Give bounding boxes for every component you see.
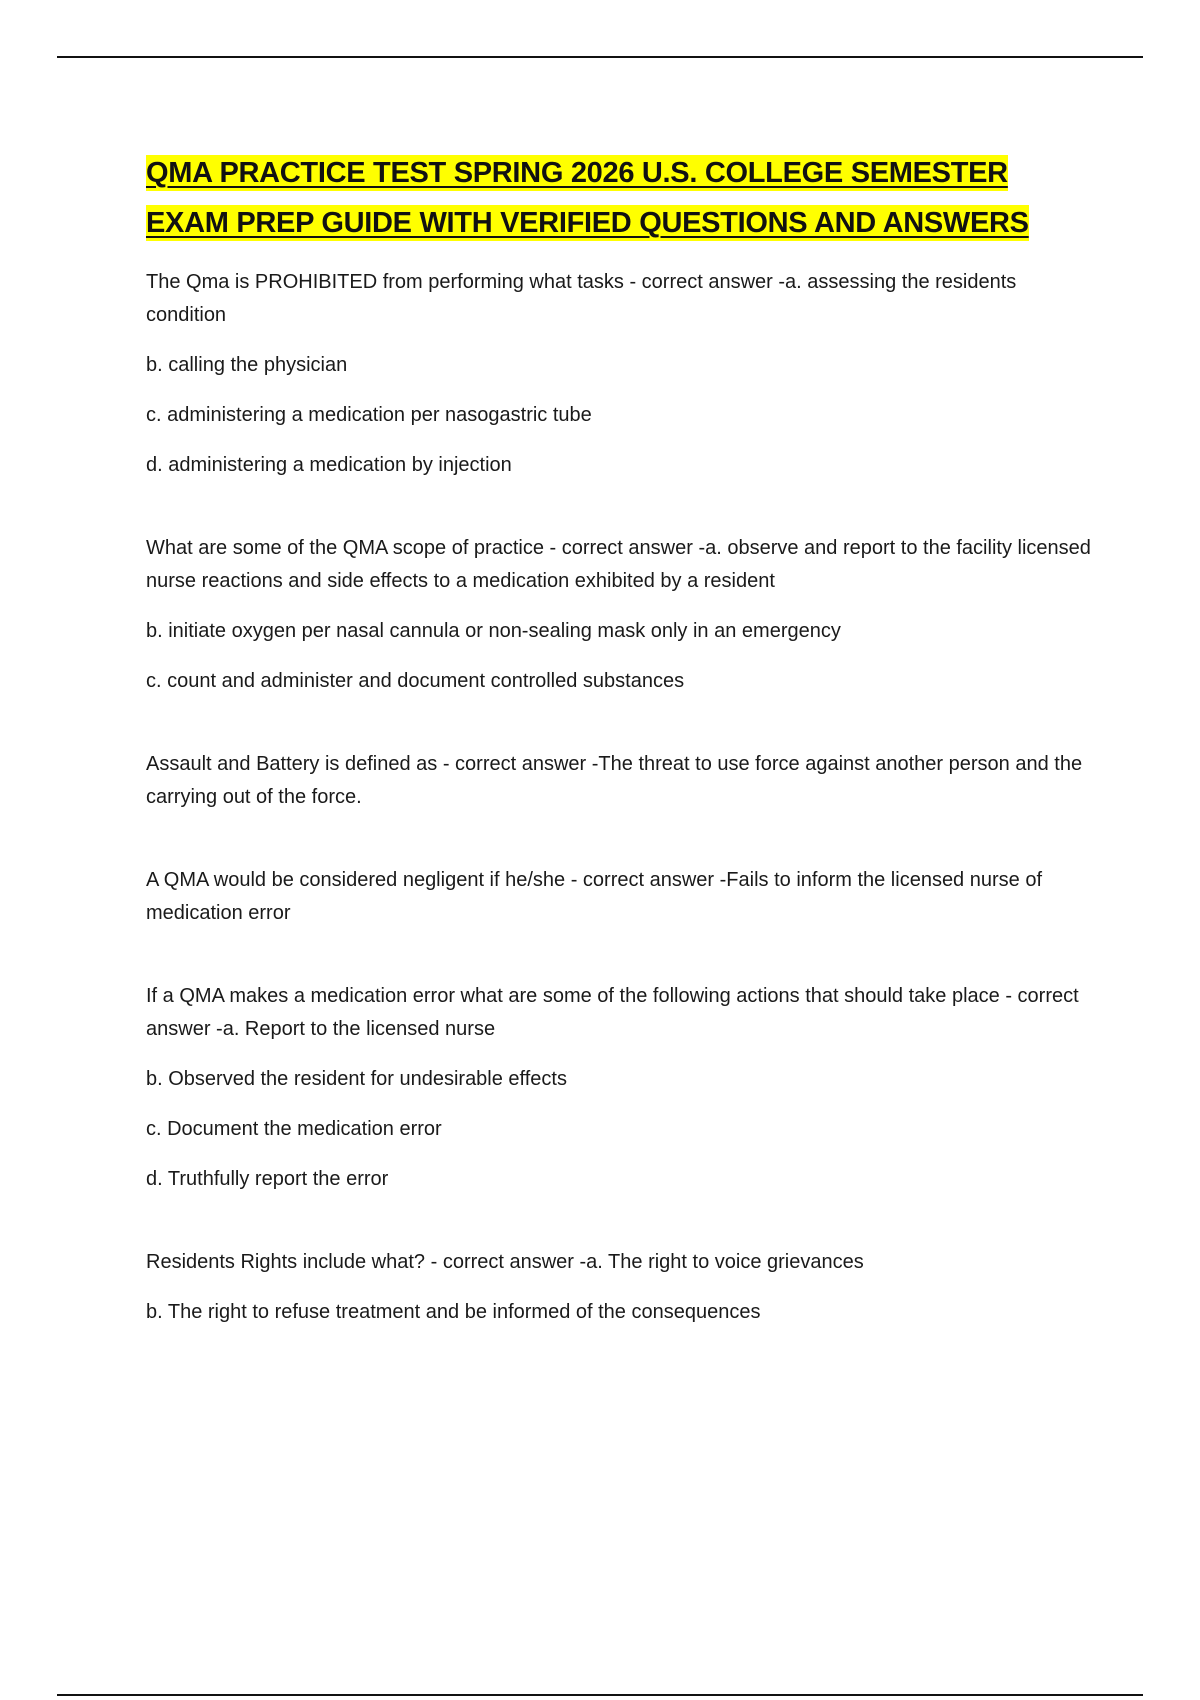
answer-option: b. calling the physician [146, 354, 348, 376]
document-page [146, 148, 1096, 1346]
question-text: The Qma is PROHIBITED from performing what tasks - correct answer -a. assessing the residents condition [146, 271, 1017, 326]
question-text: Assault and Battery is defined as - correct answer -The threat to use force against another person and the carrying out of the force. [146, 753, 1083, 808]
title-line-2: EXAM PREP GUIDE WITH VERIFIED QUESTIONS AND ANSWERS [146, 207, 1029, 239]
qa-item-6 [146, 1246, 1096, 1329]
question-text: What are some of the QMA scope of practice - correct answer -a. observe and report to the facility licensed nurse reactions and side effects to a medication exhibited by a resident [146, 537, 1091, 592]
document-title [146, 148, 1096, 248]
qa-item-2 [146, 532, 1096, 698]
answer-option: d. administering a medication by injection [146, 454, 512, 476]
answer-option: c. administering a medication per nasogastric tube [146, 404, 592, 426]
qa-item-5 [146, 980, 1096, 1196]
title-line-1: QMA PRACTICE TEST SPRING 2026 U.S. COLLEGE SEMESTER [146, 157, 1008, 189]
header-rule [57, 56, 1143, 58]
question-text: Residents Rights include what? - correct answer -a. The right to voice grievances [146, 1251, 864, 1273]
answer-option: c. count and administer and document controlled substances [146, 670, 685, 692]
qa-item-1 [146, 266, 1096, 482]
answer-option: b. The right to refuse treatment and be informed of the consequences [146, 1301, 761, 1323]
footer-rule [57, 1694, 1143, 1696]
answer-option: d. Truthfully report the error [146, 1168, 389, 1190]
question-text: If a QMA makes a medication error what are some of the following actions that should take place - correct answer -a. Report to the licensed nurse [146, 985, 1079, 1040]
qa-item-4 [146, 864, 1096, 930]
question-text: A QMA would be considered negligent if he/she - correct answer -Fails to inform the licensed nurse of medication error [146, 869, 1043, 924]
qa-item-3 [146, 748, 1096, 814]
answer-option: c. Document the medication error [146, 1118, 442, 1140]
answer-option: b. Observed the resident for undesirable effects [146, 1068, 567, 1090]
answer-option: b. initiate oxygen per nasal cannula or non-sealing mask only in an emergency [146, 620, 841, 642]
